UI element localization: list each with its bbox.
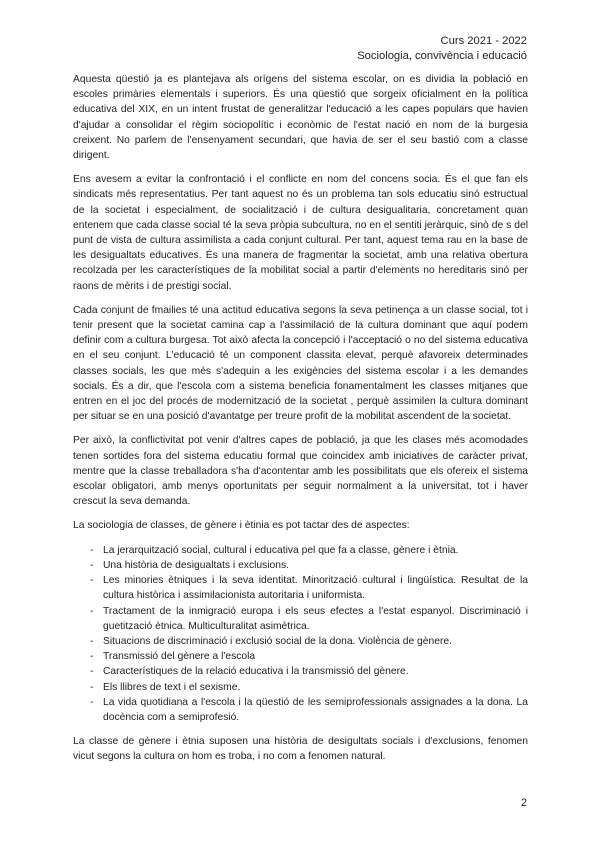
paragraph: Per això, la conflictivitat pot venir d'altres capes de població, ja que les clases més acomodades tenen sortides fora del sistema educatiu formal que coincidex amb iniciatives de caràcter privat, mentre que la classe treballadora s'ha d'acontentar amb les possibilitats que els ofereix el sistema escolar obligatori, amb menys oportunitats per seguir normalment a la universitat, tot i haver crescut la seva demanda.: [73, 435, 528, 508]
page-number: 2: [520, 797, 527, 809]
course-year: Curs 2021 - 2022: [440, 35, 527, 47]
list-item: - Tractament de la inmigració europa i els seus efectes a l'estat espanyol. Discriminació i guetització ètnica. Multiculturalitat asimètrica.: [103, 604, 528, 634]
aspects-list: [73, 543, 528, 725]
list-item: - Transmissió del gènere a l'escola: [103, 649, 528, 664]
list-item: - Característiques de la relació educativa i la transmissió del gènere.: [103, 664, 528, 679]
list-item: - La jerarquització social, cultural i educativa pel que fa a classe, gènere i ètnia.: [103, 543, 528, 558]
list-item: - La vida quotidiana a l'escola i la qüestió de les semiprofessionals assignades a la dona. La docència com a semiprofesió.: [103, 695, 528, 725]
paragraph: Aquesta qüestió ja es plantejava als orígens del sistema escolar, on es dividia la població en escoles primàries elementals i superiors. És una qüestió que sorgeix oficialment en la política educativa del XIX, en un intent frustat de generalitzar l'educació a les capes populars que havien d'ajudar a consolidar el règim sociopolític i econòmic de l'estat nació en nom de la burgesia creixent. No parlem de l'ensenyament secundari, que havia de ser el seu bastió com a classe dirigent.: [73, 74, 528, 162]
list-item: - Una història de desigualtats i exclusions.: [103, 558, 528, 573]
paragraph: La sociologia de classes, de gènere i ètinia es pot tactar des de aspectes:: [73, 520, 410, 532]
document-body: [73, 72, 528, 774]
paragraph: Cada conjunt de fmailies té una actitud educativa segons la seva petinença a un classe social, tot i tenir present que la societat camina cap a l'assimilació de la cultura dominant que aquí podem definir com a cultura burgesa. Tot això afecta la concepció i l'acceptació o no del sistema educativa en el seu conjunt. L'educació té un component classita elevat, perquè afavoreix determinades classes socials, les que més s'adequin a les exigències del sistema escolar i a les demandes socials. És a dir, que l'escola com a sistema beneficia fonamentalment les classes mitjanes que entren en el joc del procés de modernització de la societat , perquè assimilen la cultura dominant per situar se en una posició d'avantatge per treure profit de la mobilitat ascendent de la societat.: [73, 304, 528, 423]
paragraph: Ens avesem a evitar la confrontació i el conflicte en nom del concens socia. És el que fan els sindicats més representatius. Per tant aquest no és un problema tan sols educatiu sinó estructual de la societat i especialment, de socialització i de cultura desigualitaria, concretament quan entenem que cada classe social té la seva pròpia subcultura, no en el sentiti jeràrquic, sinò de s del punt de vista de cultura assimilista a cada conjunt cultural. Per tant, aquest tema rau en la base de les desigualtats educatives. És una manera de fragmentar la societat, amb una relativa obertura recolzada per les característiques de la mobilitat social a partir d'elements no hereditaris sinó per raons de mèrits i de prestigi social.: [73, 174, 528, 292]
page-header: [357, 34, 527, 64]
list-item: - Situacions de discriminació i exclusió social de la dona. Violència de gènere.: [103, 634, 528, 649]
list-item: - Les minories ètniques i la seva identitat. Minorització cultural i lingüística. Resultat de la cultura històrica i assimilacionista autoritaria i uniformista.: [103, 573, 528, 603]
subject-title: Sociologia, convivència i educació: [357, 50, 527, 62]
closing-paragraph: La classe de gènere i ètnia suposen una història de desigultats socials i d'exclusions, fenomen vicut segons la cultura on hom es troba, i no com a fenomen natural.: [73, 736, 528, 763]
list-item: - Els llibres de text i el sexisme.: [103, 680, 528, 695]
